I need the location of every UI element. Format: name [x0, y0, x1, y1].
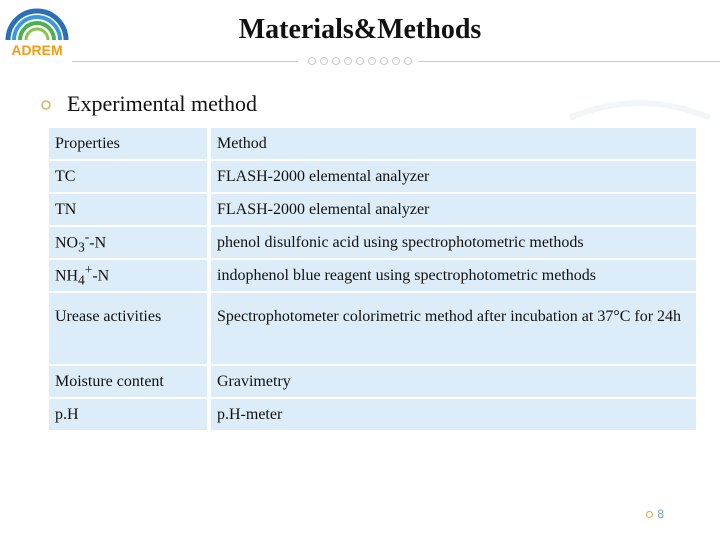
property-superscript: + — [84, 262, 93, 278]
method-cell: indophenol blue reagent using spectrophotometric methods — [211, 260, 696, 291]
table-row — [49, 260, 696, 291]
method-cell: p.H-meter — [211, 399, 696, 430]
page-number: 8 — [657, 507, 664, 521]
table-row — [49, 399, 696, 430]
page-title: Materials&Methods — [238, 14, 482, 45]
logo-text: ADREM — [11, 42, 63, 58]
table-row — [49, 161, 696, 192]
table-row — [49, 366, 696, 397]
property-base: NH — [55, 267, 79, 285]
property-cell: Moisture content — [49, 366, 211, 397]
property-cell — [49, 227, 211, 258]
title-divider-dots — [306, 55, 414, 67]
method-cell: Spectrophotometer colorimetric method after incubation at 37°C for 24h — [211, 293, 696, 364]
table-row — [49, 227, 696, 258]
section-heading: Experimental method — [67, 91, 257, 116]
method-cell: Gravimetry — [211, 366, 696, 397]
header-method: Method — [211, 128, 696, 159]
property-cell: TC — [49, 161, 211, 192]
property-tail: -N — [89, 234, 107, 252]
page-ring-icon — [645, 510, 654, 519]
table-row — [49, 194, 696, 225]
property-cell: Urease activities — [49, 293, 211, 364]
property-tail: -N — [92, 267, 110, 285]
title-rule-left — [72, 61, 298, 62]
method-cell: FLASH-2000 elemental analyzer — [211, 194, 696, 225]
background-watermark — [560, 88, 720, 128]
method-cell: FLASH-2000 elemental analyzer — [211, 161, 696, 192]
table-row — [49, 293, 696, 364]
properties-table — [49, 126, 696, 432]
property-cell — [49, 260, 211, 291]
property-base: NO — [55, 234, 79, 252]
property-superscript: - — [84, 229, 90, 245]
property-subscript: 3 — [78, 239, 85, 255]
table-header-row — [49, 128, 696, 159]
method-cell: phenol disulfonic acid using spectrophotometric methods — [211, 227, 696, 258]
property-cell: TN — [49, 194, 211, 225]
property-cell: p.H — [49, 399, 211, 430]
title-rule-right — [418, 61, 720, 62]
header-properties: Properties — [49, 128, 211, 159]
property-subscript: 4 — [78, 272, 85, 288]
bullet-ring-icon — [40, 99, 52, 111]
